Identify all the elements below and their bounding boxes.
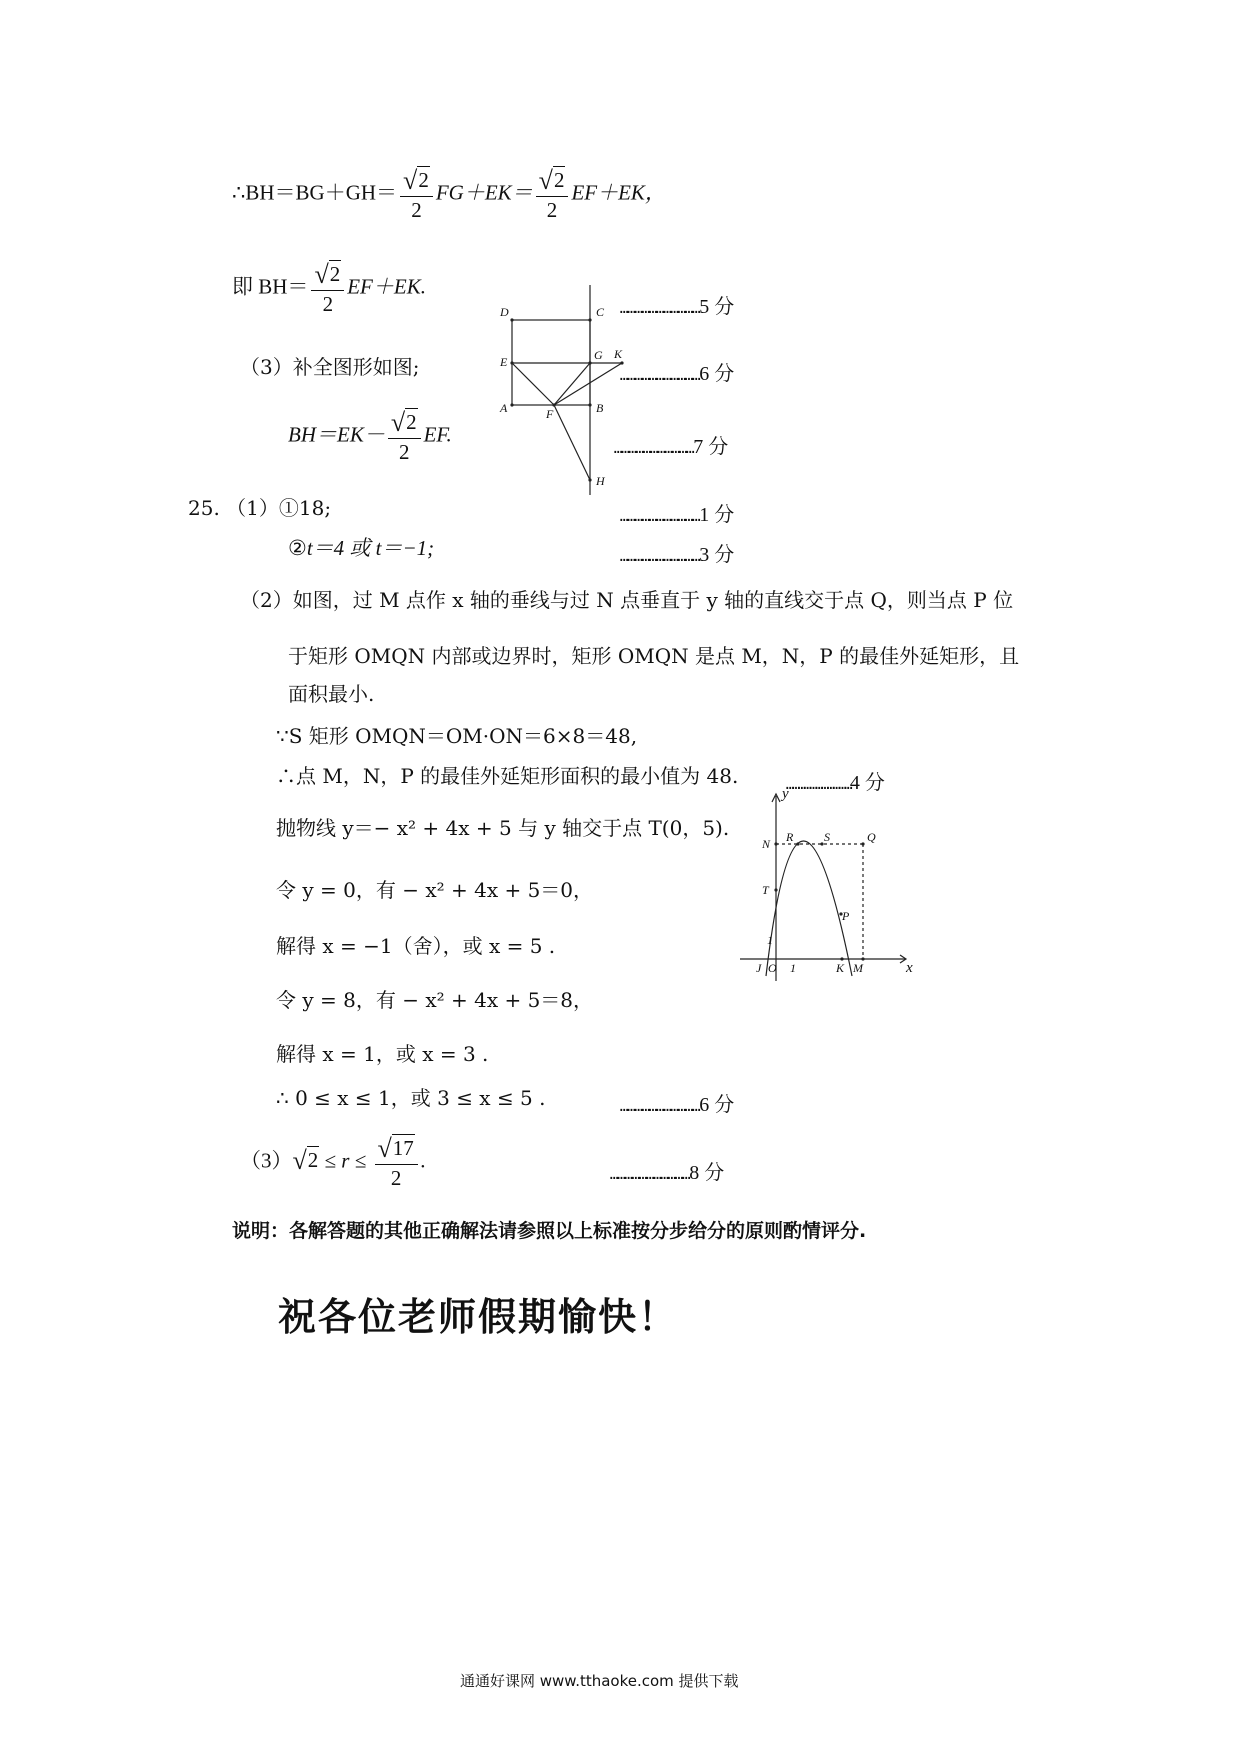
leader-dots: …………………………… (620, 302, 700, 318)
leader-dots: …………………………… (614, 442, 694, 458)
score-label: 8 分 (689, 1162, 725, 1184)
point-label: A (500, 401, 508, 415)
axis-label: x (906, 960, 913, 976)
holiday-greeting: 祝各位老师假期愉快！ (278, 1295, 679, 1339)
parabola-figure (740, 786, 930, 986)
equation-part: FG＋EK＝ (435, 180, 533, 205)
circled-number: ② (288, 536, 307, 560)
equation-bh-line3 (288, 410, 452, 463)
point-label: O (768, 961, 777, 975)
equation-part: EF＋EK. (347, 274, 426, 299)
point-label: G (594, 348, 603, 362)
fraction-sqrt2-over-2: $\frac{√2}{2}$ (311, 262, 344, 315)
equation-bh-line1 (232, 168, 666, 221)
point-label: M (853, 961, 863, 975)
area-equation: ∵S 矩形 OMQN＝OM·ON＝6×8＝48, (276, 724, 638, 748)
point-label: R (786, 830, 794, 844)
equation-bh-line2 (232, 262, 426, 315)
solve-y0: 解得 x = −1（舍），或 x = 5 . (276, 934, 556, 958)
equation-part: t＝4 或 t＝−1; (306, 536, 435, 560)
part2-paragraph-line1: （2）如图，过 M 点作 x 轴的垂线与过 N 点垂直于 y 轴的直线交于点 Q，则当点 P 位 (240, 588, 1014, 612)
point-label: Q (867, 830, 876, 844)
sqrt-2: √2 (292, 1146, 319, 1176)
score-row-1 (620, 498, 734, 527)
fraction-sqrt2-over-2: $\frac{√2}{2}$ (400, 168, 433, 221)
score-row-6b (620, 1088, 734, 1117)
part2-paragraph-line3: 面积最小. (288, 682, 375, 706)
parabola-statement: 抛物线 y＝− x² + 4x + 5 与 y 轴交于点 T(0，5). (276, 816, 730, 840)
score-label: 6 分 (699, 1094, 735, 1116)
point-label: N (762, 837, 771, 851)
score-row-7 (614, 430, 728, 459)
point-label: K (836, 961, 845, 975)
let-y8: 令 y = 8，有 − x² + 4x + 5＝8， (276, 988, 594, 1012)
score-row-3 (620, 538, 734, 567)
score-label: 4 分 (849, 772, 885, 794)
leader-dots: …………………………… (610, 1168, 690, 1184)
q25-part1b (288, 538, 434, 559)
q25-part1: 25. （1）①18; (188, 496, 332, 520)
fraction-sqrt2-over-2: $\frac{√2}{2}$ (388, 410, 421, 463)
point-label: S (824, 830, 830, 844)
fraction-sqrt2-over-2: $\frac{√2}{2}$ (536, 168, 569, 221)
leader-dots: …………………………… (620, 510, 700, 526)
footer-source: 通通好课网 www.tthaoke.com 提供下载 (460, 1672, 739, 1690)
point-label: J (756, 961, 762, 975)
part3-heading: （3）补全图形如图; (240, 355, 420, 379)
let-y0: 令 y = 0，有 − x² + 4x + 5＝0， (276, 878, 594, 902)
score-label: 3 分 (699, 544, 735, 566)
tick-label: 1 (767, 933, 773, 947)
leader-dots: …………………………… (620, 1100, 700, 1116)
part-label: （3） (240, 1148, 293, 1173)
point-label: K (614, 347, 623, 361)
inequality: ≤ r ≤ (324, 1148, 367, 1173)
score-label: 6 分 (699, 363, 735, 385)
equation-part: 即 BH＝ (232, 274, 309, 299)
equation-part: EF＋EK， (571, 180, 666, 205)
part3-answer: （3）√2 ≤ r ≤ $\frac{√17}{2}$ . (240, 1134, 427, 1190)
point-label: T (762, 883, 769, 897)
score-label: 5 分 (699, 296, 735, 318)
equation-part: ∴BH＝BG＋GH＝ (232, 180, 398, 205)
solve-y8: 解得 x = 1，或 x = 3 . (276, 1042, 489, 1066)
part2-paragraph-line2: 于矩形 OMQN 内部或边界时，矩形 OMQN 是点 M，N，P 的最佳外延矩形，且 (288, 644, 1020, 668)
leader-dots: …………………………… (620, 550, 700, 566)
fraction-sqrt17-over-2: $\frac{√17}{2}$ (375, 1136, 418, 1189)
point-label: D (500, 305, 509, 319)
point-label: C (596, 305, 605, 319)
score-row-8 (610, 1156, 724, 1185)
grading-note: 说明：各解答题的其他正确解法请参照以上标准按分步给分的原则酌情评分. (232, 1220, 867, 1242)
tick-label: 1 (790, 961, 796, 975)
point-label: P (842, 909, 850, 923)
min-area-statement: ∴点 M，N，P 的最佳外延矩形面积的最小值为 48. (276, 764, 739, 788)
point-label: H (596, 474, 605, 488)
point-label: F (546, 407, 554, 421)
axis-label: y (782, 786, 789, 802)
score-row-5 (620, 290, 734, 319)
score-label: 1 分 (699, 504, 735, 526)
equation-part: BH＝EK－ (288, 422, 385, 447)
equation-part: EF. (423, 422, 452, 447)
x-range: ∴ 0 ≤ x ≤ 1，或 3 ≤ x ≤ 5 . (276, 1086, 546, 1110)
geometry-figure (490, 285, 630, 500)
score-label: 7 分 (693, 436, 729, 458)
point-label: B (596, 401, 604, 415)
point-label: E (500, 355, 508, 369)
leader-dots: …………………………… (786, 778, 850, 794)
leader-dots: …………………………… (620, 369, 700, 385)
score-row-6 (620, 357, 734, 386)
